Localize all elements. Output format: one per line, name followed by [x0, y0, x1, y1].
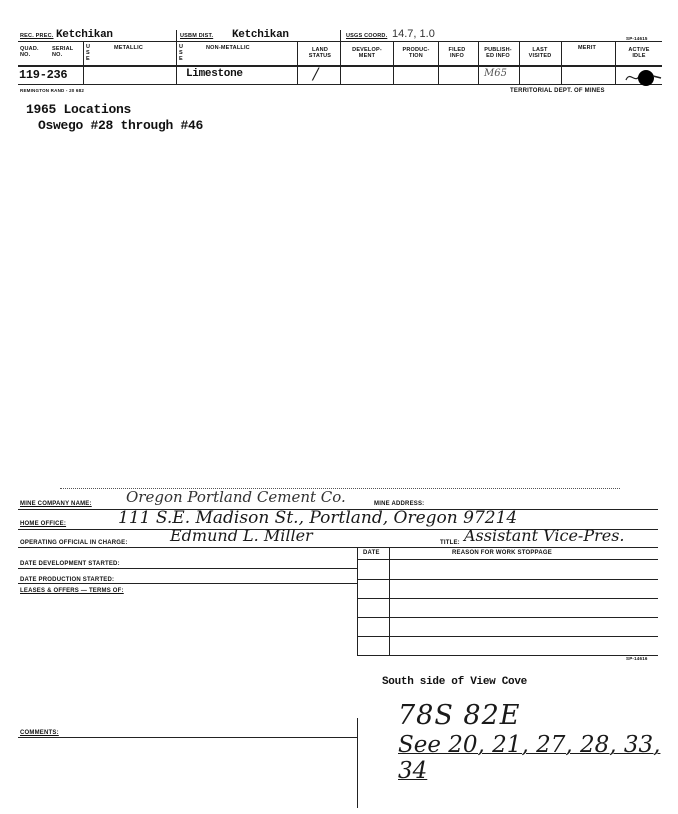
- development-label: DEVELOP-MENT: [352, 47, 382, 59]
- location-note: South side of View Cove: [382, 676, 527, 688]
- use-right-label: U S E: [179, 44, 184, 62]
- filed-info-label: FILED INFO: [448, 47, 466, 59]
- handwritten-township: 78S 82E: [398, 700, 521, 731]
- home-office-value: 111 S.E. Madison St., Portland, Oregon 97214: [118, 508, 518, 528]
- printer-note: REMINGTON RAND - 20 682: [20, 88, 85, 93]
- last-visited-label: LAST VISITED: [528, 47, 552, 59]
- dev-started-label: DATE DEVELOPMENT STARTED:: [20, 561, 120, 567]
- form-number-bottom: SP-14616: [626, 656, 648, 661]
- mine-company-label: MINE COMPANY NAME:: [20, 501, 92, 507]
- merit-label: MERIT: [578, 45, 597, 51]
- notes-line-2: Oswego #28 through #46: [38, 118, 204, 133]
- mine-company-value: Oregon Portland Cement Co.: [126, 488, 346, 506]
- comments-label: COMMENTS:: [20, 730, 59, 736]
- leases-label: LEASES & OFFERS — TERMS OF:: [20, 588, 124, 594]
- active-idle-mark: [620, 66, 662, 88]
- quad-no-label: QUAD. NO.: [20, 46, 39, 58]
- commodity-value: Limestone: [186, 68, 243, 80]
- form-number-top: SP-14615: [626, 36, 648, 41]
- operating-official-label: OPERATING OFFICIAL IN CHARGE:: [20, 540, 128, 546]
- use-left-label: U S E: [86, 44, 91, 62]
- land-status-label: LAND STATUS: [308, 47, 332, 59]
- published-info-value: M65: [484, 68, 507, 79]
- dept-label: TERRITORIAL DEPT. OF MINES: [510, 88, 605, 94]
- notes-line-1: 1965 Locations: [26, 102, 132, 117]
- rec-prec-value: Ketchikan: [56, 29, 113, 41]
- land-status-value: /: [313, 64, 319, 83]
- prod-started-label: DATE PRODUCTION STARTED:: [20, 577, 115, 583]
- serial-no-label: SERIAL NO.: [52, 46, 74, 58]
- date-col-label: DATE: [363, 550, 380, 556]
- usgs-coord-label: USGS COORD.: [346, 33, 388, 39]
- handwritten-sections: See 20, 21, 27, 28, 33, 34: [398, 732, 661, 784]
- quad-serial-value: 119-236: [19, 68, 68, 82]
- mine-address-label: MINE ADDRESS:: [374, 501, 425, 507]
- published-info-label: PUBLISH-ED INFO: [484, 47, 512, 59]
- operating-official-value: Edmund L. Miller: [170, 526, 313, 545]
- active-idle-label: ACTIVE IDLE: [628, 47, 650, 59]
- title-value: Assistant Vice-Pres.: [464, 526, 625, 545]
- usgs-coord-value: 14.7, 1.0: [392, 28, 435, 40]
- reason-col-label: REASON FOR WORK STOPPAGE: [452, 550, 552, 556]
- rec-prec-label: REC. PREC.: [20, 33, 54, 39]
- metallic-label: METALLIC: [114, 45, 143, 51]
- usbm-dist-value: Ketchikan: [232, 29, 289, 41]
- non-metallic-label: NON-METALLIC: [206, 45, 250, 51]
- usbm-dist-label: USBM DIST.: [180, 33, 214, 39]
- title-label: TITLE:: [440, 540, 460, 546]
- production-label: PRODUC-TION: [402, 47, 430, 59]
- home-office-label: HOME OFFICE:: [20, 521, 67, 527]
